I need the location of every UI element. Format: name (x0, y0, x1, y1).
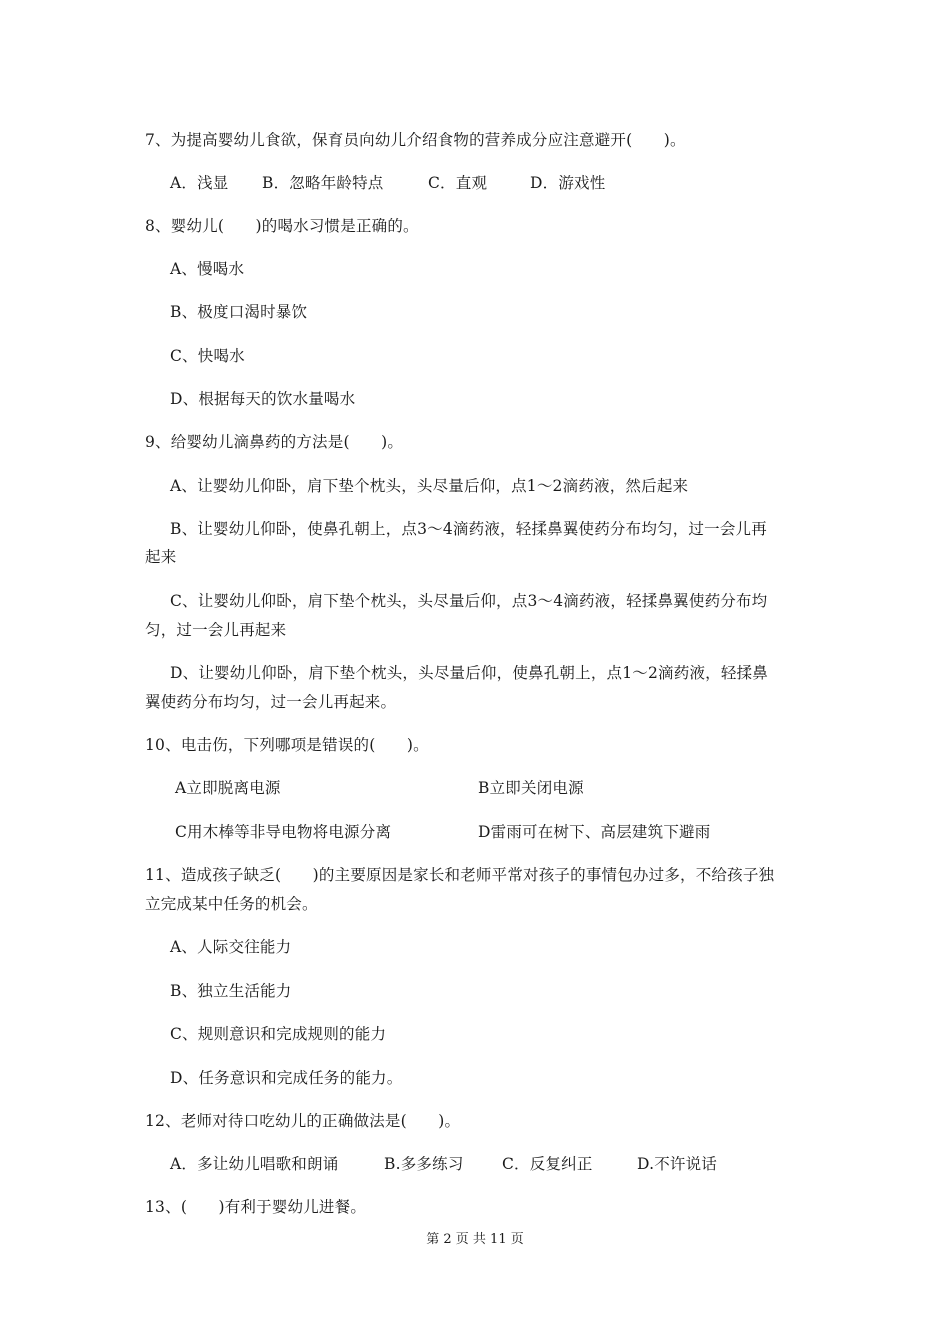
question-12-stem: 12、老师对待口吃幼儿的正确做法是( )。 (145, 1112, 461, 1130)
q10-option-c: C用木棒等非导电物将电源分离 (175, 823, 392, 841)
q12-option-c: C．反复纠正 (502, 1155, 593, 1173)
q9-option-b-line1: B、让婴幼儿仰卧，使鼻孔朝上，点3～4滴药液，轻揉鼻翼使药分布均匀，过一会儿再 (170, 520, 767, 538)
page-number: 第 2 页 共 11 页 (426, 1232, 524, 1247)
q10-option-a: A立即脱离电源 (175, 779, 281, 797)
question-11-stem-line2: 立完成某中任务的机会。 (145, 895, 318, 913)
q7-option-a: A．浅显 (170, 174, 229, 192)
q11-option-b: B、独立生活能力 (170, 982, 292, 1000)
q12-option-a: A．多让幼儿唱歌和朗诵 (170, 1155, 339, 1173)
q9-option-a: A、让婴幼儿仰卧，肩下垫个枕头，头尽量后仰，点1～2滴药液，然后起来 (170, 477, 689, 495)
q9-option-b-line2: 起来 (145, 548, 177, 566)
q8-option-b: B、极度口渴时暴饮 (170, 303, 308, 321)
q11-option-c: C、规则意识和完成规则的能力 (170, 1025, 387, 1043)
q11-option-d: D、任务意识和完成任务的能力。 (170, 1069, 403, 1087)
q10-option-d: D雷雨可在树下、高层建筑下避雨 (478, 823, 711, 841)
q11-option-a: A、人际交往能力 (170, 938, 292, 956)
q9-option-d-line1: D、让婴幼儿仰卧，肩下垫个枕头，头尽量后仰，使鼻孔朝上，点1～2滴药液，轻揉鼻 (170, 664, 768, 682)
question-8-stem: 8、婴幼儿( )的喝水习惯是正确的。 (145, 217, 419, 235)
q9-option-d-line2: 翼使药分布均匀，过一会儿再起来。 (145, 693, 397, 711)
question-12-options (170, 1152, 717, 1174)
q9-option-c-line1: C、让婴幼儿仰卧，肩下垫个枕头，头尽量后仰，点3～4滴药液，轻揉鼻翼使药分布均 (170, 592, 768, 610)
q12-option-d: D.不许说话 (637, 1155, 718, 1173)
q8-option-a: A、慢喝水 (170, 260, 245, 278)
question-7-options (170, 171, 605, 193)
q7-option-d: D．游戏性 (530, 174, 606, 192)
q7-option-c: C．直观 (428, 174, 488, 192)
question-10-stem: 10、电击伤，下列哪项是错误的( )。 (145, 736, 429, 754)
question-13-stem: 13、( )有利于婴幼儿进餐。 (145, 1198, 367, 1216)
q7-option-b: B．忽略年龄特点 (262, 174, 384, 192)
question-9-stem: 9、给婴幼儿滴鼻药的方法是( )。 (145, 433, 404, 451)
q8-option-d: D、根据每天的饮水量喝水 (170, 390, 356, 408)
question-7-stem: 7、为提高婴幼儿食欲，保育员向幼儿介绍食物的营养成分应注意避开( )。 (145, 131, 686, 149)
q10-option-b: B立即关闭电源 (478, 779, 584, 797)
q8-option-c: C、快喝水 (170, 347, 245, 365)
q9-option-c-line2: 匀，过一会儿再起来 (145, 621, 287, 639)
q12-option-b: B.多多练习 (384, 1155, 464, 1173)
question-11-stem-line1: 11、造成孩子缺乏( )的主要原因是家长和老师平常对孩子的事情包办过多，不给孩子独 (145, 866, 775, 884)
